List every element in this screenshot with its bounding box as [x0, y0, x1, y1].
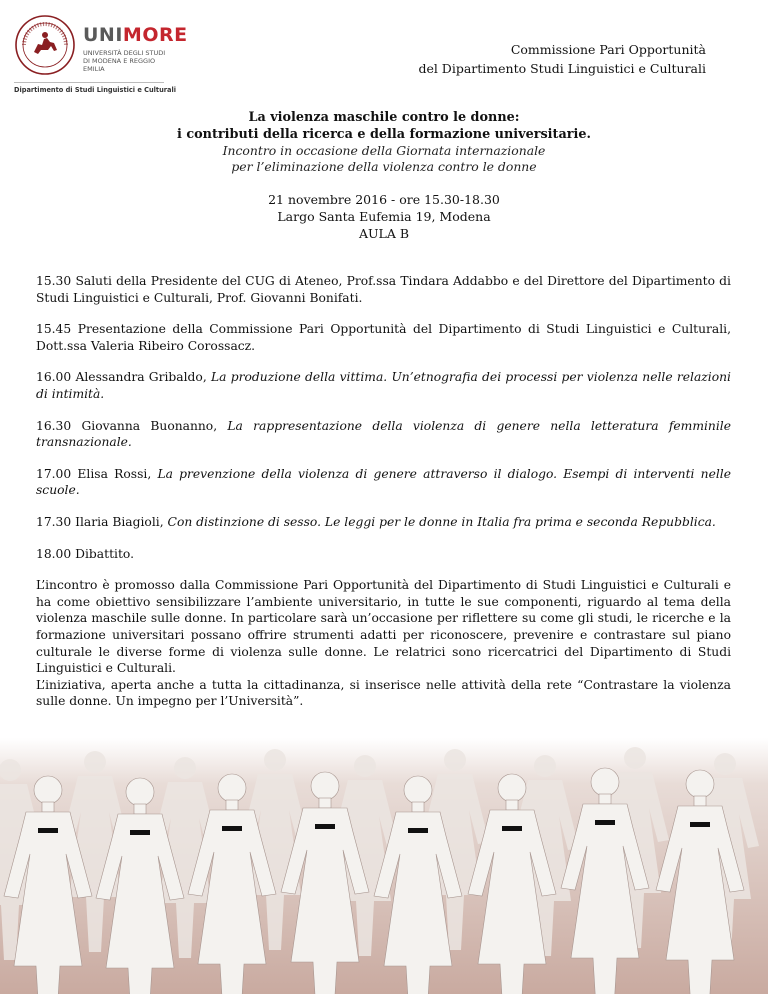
program-item	[36, 466, 731, 499]
event-subtitle-line1: Incontro in occasione della Giornata internazionale	[222, 143, 546, 158]
program-time: 16.00	[36, 370, 72, 385]
program-item	[36, 546, 731, 563]
program-item	[36, 273, 731, 306]
brand-more: MORE	[122, 24, 188, 46]
description-paragraph: L’incontro è promosso dalla Commissione Pari Opportunità del Dipartimento di Studi Linguistici e Culturali e ha come obiettivo sensibilizzare l’ambiente universitario, in tutte le sue componenti, riguardo al tema della violenza maschile sulle donne. In particolare sarà un’occasione per riflettere su come gli studi, le ricerche e la formazione universitari possano offrire strumenti adatti per riconoscere, prevenire e contrastare sul piano culturale le diverse forme di violenza sulle donne. Le relatrici sono ricercatrici del Dipartimento di Studi Linguistici e Culturali.	[36, 578, 731, 676]
program-time: 16.30	[36, 418, 72, 433]
program-talk-title: La produzione della vittima. Un’etnografia dei processi per violenza nelle relazioni di intimità.	[36, 370, 731, 401]
program-item	[36, 418, 731, 451]
program-speaker: Elisa Rossi,	[77, 466, 152, 481]
paper-doll-chain-icon	[0, 738, 768, 994]
event-details	[0, 191, 768, 242]
event-subtitle-line2: per l’eliminazione della violenza contro le donne	[231, 159, 537, 174]
program-speaker: Alessandra Gribaldo,	[75, 370, 207, 385]
event-address: Largo Santa Eufemia 19, Modena	[277, 209, 491, 224]
university-name: UNIVERSITÀ DEGLI STUDI DI MODENA E REGGIO EMILIA	[83, 49, 166, 73]
commission-line2: del Dipartimento Studi Linguistici e Culturali	[418, 61, 706, 76]
program-time: 17.00	[36, 466, 72, 481]
commission-header	[418, 40, 706, 78]
program-talk-title: La prevenzione della violenza di genere attraverso il dialogo. Esempi di interventi nelle scuole.	[36, 466, 731, 498]
event-date-time: 21 novembre 2016 - ore 15.30-18.30	[268, 192, 500, 207]
event-title-line2: i contributi della ricerca e della formazione universitarie.	[177, 127, 591, 142]
commission-line1: Commissione Pari Opportunità	[510, 42, 706, 57]
brand-uni: UNI	[83, 24, 123, 46]
program-time: 15.45	[36, 322, 72, 337]
program-time: 15.30	[36, 274, 72, 288]
program-item	[36, 321, 731, 354]
program-text: Presentazione della Commissione Pari Opportunità del Dipartimento di Studi Linguistici e Culturali, Dott.ssa Valeria Ribeiro Corossacz.	[36, 322, 731, 353]
program-talk-title: Con distinzione di sesso. Le leggi per le donne in Italia fra prima e seconda Repubblica.	[167, 514, 716, 529]
program-text: Dibattito.	[75, 546, 134, 561]
description-paragraph: L’iniziativa, aperta anche a tutta la cittadinanza, si inserisce nelle attività della rete “Contrastare la violenza sulle donne. Un impegno per l’Università”.	[36, 677, 731, 709]
department-label: Dipartimento di Studi Linguistici e Culturali	[14, 86, 176, 94]
university-seal-icon	[14, 14, 76, 76]
program-speaker: Ilaria Biagioli,	[75, 514, 164, 529]
event-room: AULA B	[358, 226, 410, 241]
program-text: Saluti della Presidente del CUG di Ateneo, Prof.ssa Tindara Addabbo e del Direttore del Dipartimento di Studi Linguistici e Culturali, Prof. Giovanni Bonifati.	[36, 274, 731, 305]
university-logo	[14, 14, 188, 94]
program-list	[36, 273, 731, 710]
logo-divider	[14, 82, 164, 83]
program-item	[36, 369, 731, 402]
program-time: 17.30	[36, 514, 72, 529]
brand-wordmark	[83, 24, 188, 46]
program-time: 18.00	[36, 546, 72, 561]
program-speaker: Giovanna Buonanno,	[81, 418, 218, 433]
program-item	[36, 514, 731, 531]
event-title-line1: La violenza maschile contro le donne:	[248, 110, 520, 125]
program-talk-title: La rappresentazione della violenza di genere nella letteratura femminile transnazionale.	[36, 418, 731, 450]
